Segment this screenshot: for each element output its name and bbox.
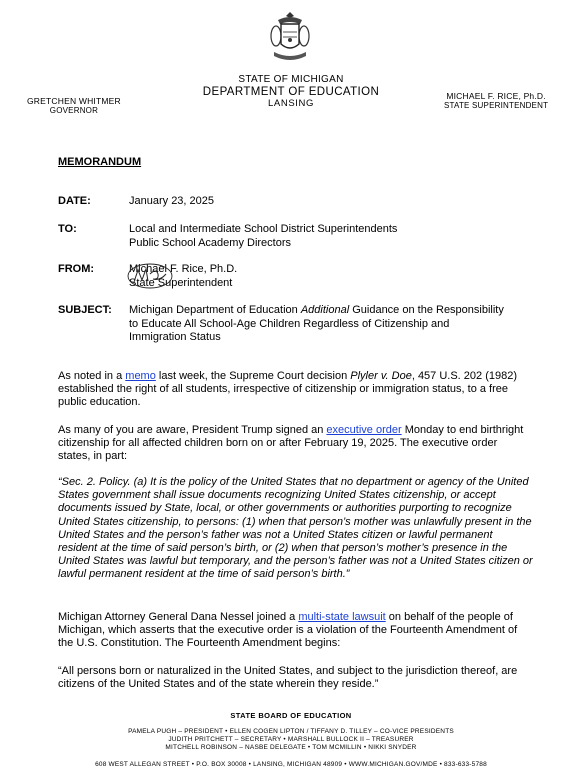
governor-title: GOVERNOR (49, 106, 99, 115)
executive-order-link[interactable]: executive order (326, 424, 402, 436)
state-seal-logo (264, 10, 316, 66)
p2-text-1: As many of you are aware, President Trump signed an (58, 424, 327, 436)
subject-value (129, 304, 509, 345)
paragraph-executive-order (58, 424, 528, 464)
p3-text-1: Michigan Attorney General Dana Nessel joined a (58, 611, 299, 623)
superintendent-block (444, 91, 548, 111)
from-name: Michael F. Rice, Ph.D. (129, 263, 238, 275)
fourteenth-amendment-quote: “All persons born or naturalized in the United States, and subject to the jurisdiction thereof, are citizens of the United States and of the state wherein they reside.” (58, 665, 518, 691)
subject-text-1: Michigan Department of Education (129, 304, 301, 316)
from-value (129, 263, 559, 290)
to-recipient-1: Local and Intermediate School District Superintendents (129, 223, 398, 235)
subject-text-2: Guidance on the Responsibility to Educate All School-Age Children Regardless of Citizenship and Immigration Status (129, 304, 504, 343)
signature-image (126, 262, 174, 290)
paragraph-plyler (58, 370, 528, 410)
board-members-line-3: MITCHELL ROBINSON – NASBE DELEGATE • TOM MCMILLIN • NIKKI SNYDER (165, 744, 417, 751)
p1-text-3: , 457 U.S. 202 (1982) established the right of all students, irrespective of citizenship or immigration status, to a free public education. (58, 370, 518, 409)
to-label: TO: (58, 223, 77, 235)
executive-order-quote: “Sec. 2. Policy. (a) It is the policy of the United States that no department or agency of the United States government shall issue documents recognizing United States citizenship, or accept documents issued by State, local, or other governments or authorities purporting to recognize United States citizenship, to persons: (1) when that person’s mother was unlawfully present in the United States and the person’s father was not a United States citizen or lawful permanent resident at the time of said person’s birth, or (2) when that person’s mother’s presence in the United States was lawful but temporary, and the person’s father was not a United States citizen or lawful permanent resident at the time of said person’s birth.” (58, 476, 533, 581)
superintendent-title: STATE SUPERINTENDENT (444, 101, 549, 110)
subject-emphasis: Additional (300, 304, 350, 316)
subject-label: SUBJECT: (58, 304, 112, 316)
case-name: Plyler v. Doe (350, 370, 412, 382)
footer-address: 608 WEST ALLEGAN STREET • P.O. BOX 30008 • LANSING, MICHIGAN 48909 • WWW.MICHIGAN.GOV/MDE • 833-633-5788 (95, 761, 487, 768)
memo-title: MEMORANDUM (58, 156, 142, 168)
governor-block (27, 96, 121, 116)
superintendent-name: MICHAEL F. RICE, Ph.D. (446, 91, 546, 101)
board-members-line-2: JUDITH PRITCHETT – SECRETARY • MARSHALL BULLOCK II – TREASURER (168, 736, 414, 743)
lawsuit-link[interactable]: multi-state lawsuit (298, 611, 386, 623)
memo-link[interactable]: memo (125, 370, 156, 382)
paragraph-lawsuit (58, 611, 528, 651)
date-label: DATE: (58, 195, 91, 207)
p1-text-2: last week, the Supreme Court decision (155, 370, 351, 382)
governor-name: GRETCHEN WHITMER (27, 96, 121, 106)
state-name: STATE OF MICHIGAN (238, 74, 344, 85)
city-name: LANSING (268, 98, 314, 109)
p2-text-2: Monday to end birthright citizenship for all affected children born on or after February 19, 2025. The executive order states, in part: (58, 424, 524, 463)
to-value (129, 223, 559, 250)
p3-text-2: on behalf of the people of Michigan, which asserts that the executive order is a violation of the Fourteenth Amendment of the U.S. Constitution. The Fourteenth Amendment begins: (58, 611, 518, 650)
board-members-line-1: PAMELA PUGH – PRESIDENT • ELLEN COGEN LIPTON / TIFFANY D. TILLEY – CO-VICE PRESIDENTS (128, 728, 454, 735)
department-name: DEPARTMENT OF EDUCATION (202, 86, 380, 98)
p1-text-1: As noted in a (58, 370, 126, 382)
from-title: State Superintendent (129, 276, 233, 289)
board-title: STATE BOARD OF EDUCATION (230, 711, 352, 720)
to-recipient-2: Public School Academy Directors (129, 236, 292, 249)
date-value: January 23, 2025 (129, 195, 215, 207)
from-label: FROM: (58, 263, 95, 275)
